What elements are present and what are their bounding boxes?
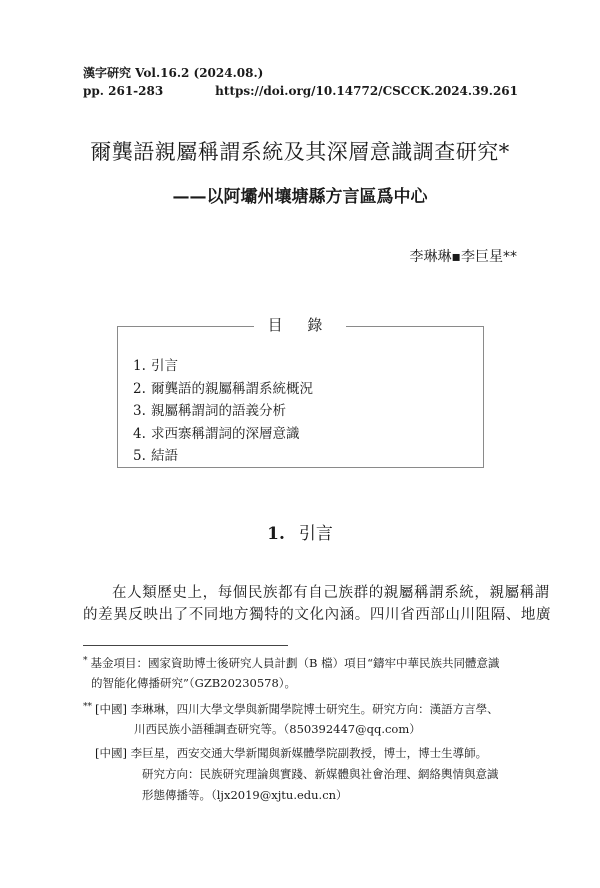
section-title: 引言: [298, 524, 333, 544]
paper-subtitle: ——以阿壩州壤塘縣方言區爲中心: [172, 187, 428, 207]
toc-item: 1. 引言: [133, 358, 178, 374]
footnote-author-1-cont: 川西民族小語種調查研究等。（850392447@qq.com）: [134, 722, 421, 736]
toc-item: 4. 求西寨稱謂詞的深層意識: [133, 425, 300, 442]
body-text-line: 在人類歷史上，每個民族都有自己族群的親屬稱謂系統，親屬稱謂: [112, 585, 550, 601]
footnote-author-2-cont: 形態傳播等。（ljx2019@xjtu.edu.cn）: [142, 788, 348, 802]
footnote-author-2-cont: 研究方向：民族研究理論與實踐、新媒體與社會治理、網絡輿情與意識: [142, 767, 499, 781]
author-line: 李琳琳▪李巨星**: [409, 249, 517, 265]
journal-header: 漢字硏究 Vol.16.2 (2024.08.): [83, 66, 264, 80]
footnote-funding: * 基金項目：國家資助博士後硏究人員計劃（B 檔）項目“鑄牢中華民族共同體意識: [83, 656, 500, 670]
footnote-divider: [83, 645, 288, 646]
toc-title: 目 錄: [254, 314, 347, 336]
toc-list: [133, 355, 313, 468]
page-range: pp. 261-283: [83, 84, 164, 98]
footnote-author-1: ** [中國] 李琳琳，四川大學文學與新聞學院博士研究生。研究方向：漢語方言學、: [83, 702, 499, 716]
body-text-line: 的差異反映出了不同地方獨特的文化內涵。四川省西部山川阻隔、地廣: [83, 607, 552, 623]
toc-item: 3. 親屬稱謂詞的語義分析: [133, 403, 286, 419]
toc-item: 2. 爾龔語的親屬稱謂系統概況: [133, 380, 313, 397]
toc-item: 5. 結語: [133, 448, 178, 464]
doi-link[interactable]: https://doi.org/10.14772/CSCCK.2024.39.261: [215, 84, 518, 98]
footnote-author-2: [中國] 李巨星，西安交通大學新聞與新媒體學院副教授，博士，博士生導師。: [95, 746, 488, 760]
section-heading: [0, 522, 600, 546]
footnote-funding-cont: 的智能化傳播研究”（GZB20230578）。: [91, 676, 297, 690]
paper-title: 爾龔語親屬稱謂系統及其深層意識調查研究*: [90, 140, 510, 164]
section-number: 1.: [267, 524, 285, 544]
toc-title-wrap: [0, 314, 600, 336]
